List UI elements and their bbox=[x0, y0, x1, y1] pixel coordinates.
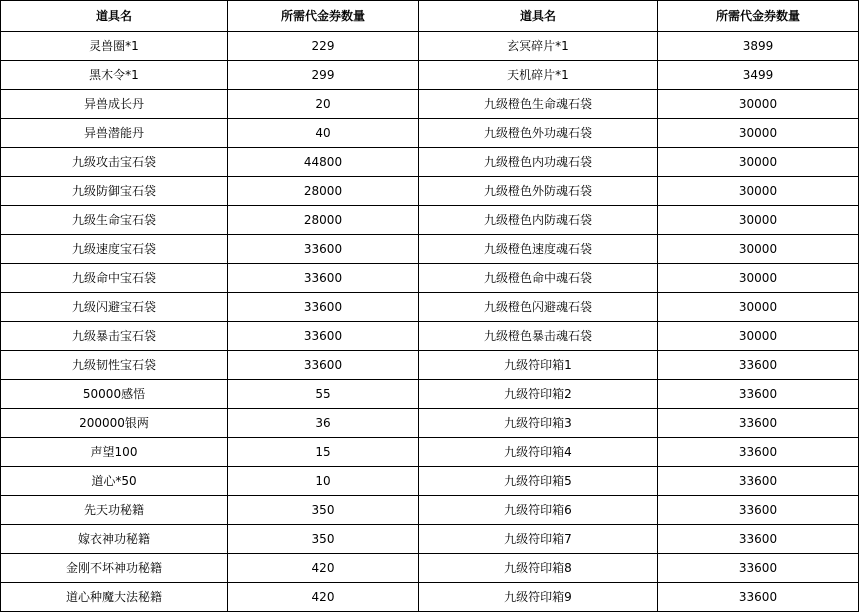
table-row bbox=[1, 583, 859, 612]
voucher-count-cell: 30000 bbox=[658, 322, 859, 351]
voucher-count-cell: 33600 bbox=[228, 293, 419, 322]
item-name-cell: 金刚不坏神功秘籍 bbox=[1, 554, 228, 583]
table-row bbox=[1, 293, 859, 322]
voucher-count-cell: 30000 bbox=[658, 235, 859, 264]
item-name-cell: 九级橙色外功魂石袋 bbox=[419, 119, 658, 148]
header-item-name-left: 道具名 bbox=[1, 1, 228, 32]
table-row bbox=[1, 409, 859, 438]
voucher-count-cell: 33600 bbox=[228, 264, 419, 293]
voucher-count-cell: 28000 bbox=[228, 177, 419, 206]
voucher-count-cell: 15 bbox=[228, 438, 419, 467]
voucher-count-cell: 350 bbox=[228, 496, 419, 525]
item-name-cell: 九级符印箱7 bbox=[419, 525, 658, 554]
item-name-cell: 九级符印箱5 bbox=[419, 467, 658, 496]
voucher-count-cell: 299 bbox=[228, 61, 419, 90]
item-name-cell: 九级防御宝石袋 bbox=[1, 177, 228, 206]
voucher-count-cell: 33600 bbox=[658, 409, 859, 438]
table-row bbox=[1, 496, 859, 525]
table-row bbox=[1, 380, 859, 409]
item-name-cell: 50000感悟 bbox=[1, 380, 228, 409]
voucher-count-cell: 229 bbox=[228, 32, 419, 61]
item-name-cell: 九级橙色内功魂石袋 bbox=[419, 148, 658, 177]
voucher-count-cell: 350 bbox=[228, 525, 419, 554]
header-voucher-count-left: 所需代金券数量 bbox=[228, 1, 419, 32]
table-row bbox=[1, 525, 859, 554]
table-row bbox=[1, 235, 859, 264]
voucher-count-cell: 28000 bbox=[228, 206, 419, 235]
item-name-cell: 灵兽圈*1 bbox=[1, 32, 228, 61]
voucher-count-cell: 40 bbox=[228, 119, 419, 148]
table-row bbox=[1, 438, 859, 467]
voucher-count-cell: 33600 bbox=[658, 583, 859, 612]
table-row bbox=[1, 467, 859, 496]
voucher-count-cell: 30000 bbox=[658, 293, 859, 322]
table-row bbox=[1, 119, 859, 148]
item-name-cell: 九级符印箱3 bbox=[419, 409, 658, 438]
item-name-cell: 天机碎片*1 bbox=[419, 61, 658, 90]
table-row bbox=[1, 351, 859, 380]
item-name-cell: 九级暴击宝石袋 bbox=[1, 322, 228, 351]
item-name-cell: 道心*50 bbox=[1, 467, 228, 496]
table-body bbox=[1, 32, 859, 612]
table-row bbox=[1, 177, 859, 206]
item-name-cell: 九级橙色闪避魂石袋 bbox=[419, 293, 658, 322]
voucher-count-cell: 30000 bbox=[658, 119, 859, 148]
voucher-count-cell: 33600 bbox=[658, 380, 859, 409]
item-name-cell: 黑木令*1 bbox=[1, 61, 228, 90]
voucher-count-cell: 33600 bbox=[658, 554, 859, 583]
voucher-count-cell: 10 bbox=[228, 467, 419, 496]
voucher-count-cell: 44800 bbox=[228, 148, 419, 177]
item-name-cell: 九级橙色命中魂石袋 bbox=[419, 264, 658, 293]
voucher-count-cell: 33600 bbox=[228, 351, 419, 380]
voucher-count-cell: 33600 bbox=[228, 235, 419, 264]
voucher-count-cell: 33600 bbox=[658, 496, 859, 525]
item-name-cell: 九级速度宝石袋 bbox=[1, 235, 228, 264]
item-name-cell: 先天功秘籍 bbox=[1, 496, 228, 525]
voucher-count-cell: 33600 bbox=[658, 467, 859, 496]
item-name-cell: 九级符印箱4 bbox=[419, 438, 658, 467]
voucher-count-cell: 30000 bbox=[658, 264, 859, 293]
item-name-cell: 嫁衣神功秘籍 bbox=[1, 525, 228, 554]
header-voucher-count-right: 所需代金券数量 bbox=[658, 1, 859, 32]
voucher-count-cell: 33600 bbox=[658, 351, 859, 380]
table-row bbox=[1, 322, 859, 351]
item-name-cell: 九级符印箱1 bbox=[419, 351, 658, 380]
table-row bbox=[1, 554, 859, 583]
table-header-row bbox=[1, 1, 859, 32]
item-name-cell: 九级橙色外防魂石袋 bbox=[419, 177, 658, 206]
voucher-count-cell: 420 bbox=[228, 583, 419, 612]
item-name-cell: 九级攻击宝石袋 bbox=[1, 148, 228, 177]
voucher-count-cell: 55 bbox=[228, 380, 419, 409]
voucher-count-cell: 30000 bbox=[658, 148, 859, 177]
voucher-count-cell: 30000 bbox=[658, 90, 859, 119]
table-row bbox=[1, 32, 859, 61]
item-name-cell: 玄冥碎片*1 bbox=[419, 32, 658, 61]
voucher-count-cell: 3899 bbox=[658, 32, 859, 61]
item-name-cell: 九级符印箱8 bbox=[419, 554, 658, 583]
item-name-cell: 异兽潜能丹 bbox=[1, 119, 228, 148]
item-name-cell: 九级韧性宝石袋 bbox=[1, 351, 228, 380]
voucher-count-cell: 3499 bbox=[658, 61, 859, 90]
voucher-count-cell: 33600 bbox=[658, 525, 859, 554]
item-name-cell: 九级闪避宝石袋 bbox=[1, 293, 228, 322]
voucher-count-cell: 33600 bbox=[228, 322, 419, 351]
voucher-count-cell: 30000 bbox=[658, 206, 859, 235]
item-name-cell: 九级命中宝石袋 bbox=[1, 264, 228, 293]
table-row bbox=[1, 148, 859, 177]
item-name-cell: 声望100 bbox=[1, 438, 228, 467]
item-name-cell: 九级符印箱6 bbox=[419, 496, 658, 525]
voucher-count-cell: 33600 bbox=[658, 438, 859, 467]
item-name-cell: 道心种魔大法秘籍 bbox=[1, 583, 228, 612]
item-name-cell: 九级橙色内防魂石袋 bbox=[419, 206, 658, 235]
item-name-cell: 九级橙色生命魂石袋 bbox=[419, 90, 658, 119]
voucher-count-cell: 420 bbox=[228, 554, 419, 583]
item-name-cell: 九级橙色暴击魂石袋 bbox=[419, 322, 658, 351]
table-row bbox=[1, 61, 859, 90]
table-row bbox=[1, 90, 859, 119]
voucher-count-cell: 20 bbox=[228, 90, 419, 119]
item-name-cell: 200000银两 bbox=[1, 409, 228, 438]
table-row bbox=[1, 264, 859, 293]
item-name-cell: 九级符印箱2 bbox=[419, 380, 658, 409]
item-name-cell: 九级橙色速度魂石袋 bbox=[419, 235, 658, 264]
item-name-cell: 九级生命宝石袋 bbox=[1, 206, 228, 235]
voucher-count-cell: 30000 bbox=[658, 177, 859, 206]
header-item-name-right: 道具名 bbox=[419, 1, 658, 32]
item-name-cell: 异兽成长丹 bbox=[1, 90, 228, 119]
item-name-cell: 九级符印箱9 bbox=[419, 583, 658, 612]
voucher-count-cell: 36 bbox=[228, 409, 419, 438]
table-row bbox=[1, 206, 859, 235]
